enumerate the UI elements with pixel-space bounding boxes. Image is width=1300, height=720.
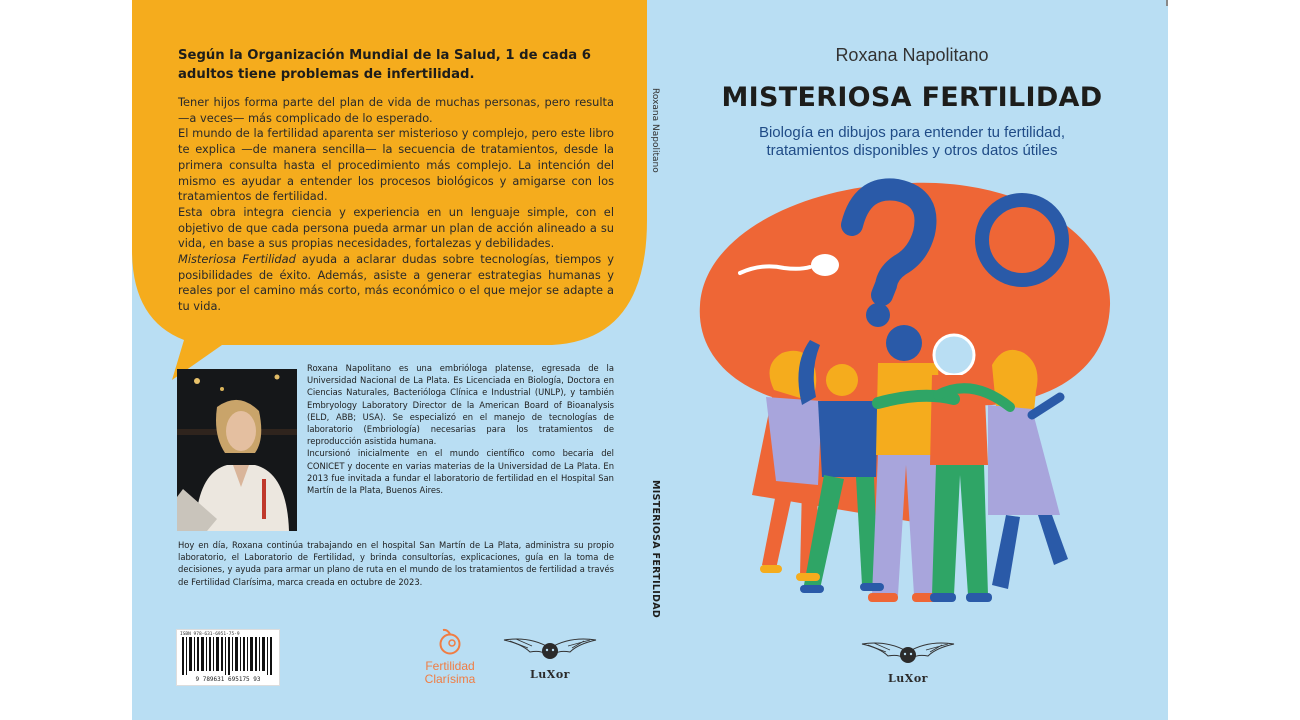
- publisher-logo-back: [500, 634, 600, 681]
- fertilidad-clarisima-logo: [417, 628, 483, 686]
- blurb-paragraph: [178, 252, 614, 315]
- author-bio-continued: Hoy en día, Roxana continúa trabajando en el hospital San Martín de La Plata, administra su propio laboratorio, el Laboratorio de Fertilidad, y brinda consultorías, explicaciones, guía en la toma de decisiones, y ayuda para armar un plano de ruta en el mundo de los tratamientos de fertilidad a través de Fertilidad Clarísima, marca creada en octubre de 2023.: [178, 540, 614, 587]
- bio-paragraph: Roxana Napolitano es una embrióloga platense, egresada de la Universidad Nacional de La Plata. Es Licenciada en Biología, Doctora en Ciencias Naturales, Bacterióloga Clínica e Industrial (UNLP), y también Embryology Laboratory Director de la American Board of Bioanalysis (ELD, ABB; USA). Se especializó en el manejo de tecnologías de laboratorio (Embriología) necesarias para los tratamientos de reproducción asistida humana.: [307, 363, 614, 447]
- subtitle-line: tratamientos disponibles y otros datos útiles: [766, 142, 1058, 159]
- logo-text-line2: Clarísima: [424, 672, 476, 686]
- author-bio: [307, 362, 614, 496]
- spine-author: [644, 88, 664, 208]
- book-cover-spread: [132, 0, 1168, 720]
- logo-text-line1: Fertilidad: [425, 659, 475, 673]
- publisher-name: LuXor: [888, 672, 928, 685]
- barcode-number: 9 789631 695175 93: [195, 676, 261, 683]
- publisher-logo-front: [858, 638, 958, 685]
- blurb-paragraph: Tener hijos forma parte del plan de vida de muchas personas, pero resulta —a veces— más complicado de lo esperado.: [178, 95, 614, 125]
- blurb-paragraph: El mundo de la fertilidad aparenta ser misterioso y complejo, pero este libro te explica —de manera sencilla— la secuencia de tratamientos, desde la primera consulta hasta el procedimiento más complejo. La intención del mismo es ayudar a entender los procesos biológicos y amigarse con los tratamientos de fertilidad.: [178, 126, 614, 204]
- publisher-name: LuXor: [530, 668, 570, 681]
- blurb-text: ayuda a aclarar dudas sobre tecnologías, tiempos y posibilidades de éxito. Además, asiste a generar estrategias humanas y reales por el camino más corto, más económico o el que mejor se adapte a tu vida.: [178, 252, 614, 314]
- people-group-illustration: [760, 325, 1068, 602]
- winged-lion-icon: [500, 634, 600, 664]
- bio-paragraph: Incursionó inicialmente en el mundo científico como becaria del CONICET y docente en varias materias de la Universidad de La Plata. En 2013 fue invitada a fundar el laboratorio de fertilidad en el Hospital San Martín de la Plata, Buenos Aires.: [307, 448, 614, 496]
- spine-title-text: MISTERIOSA FERTILIDAD: [650, 480, 661, 619]
- front-author: Roxana Napolitano: [835, 45, 989, 65]
- front-illustration: [692, 165, 1132, 615]
- spine-title: [644, 480, 664, 630]
- crop-mark: [1166, 0, 1168, 6]
- blurb-paragraph: Esta obra integra ciencia y experiencia en un lenguaje simple, con el objetivo de que cada persona pueda armar un plan de acción alineado a su vida, en base a sus propias necesidades, fortalezas y debilidades.: [178, 204, 614, 251]
- front-title: MISTERIOSA FERTILIDAD: [721, 82, 1103, 113]
- back-headline: Según la Organización Mundial de la Salud, 1 de cada 6 adultos tiene problemas de infertilidad.: [178, 48, 591, 82]
- winged-lion-icon: [858, 638, 958, 668]
- barcode-bars: [178, 637, 278, 677]
- logo-mark-icon: [437, 628, 463, 656]
- front-subtitle: [692, 124, 1132, 160]
- subtitle-line: Biología en dibujos para entender tu fertilidad,: [758, 124, 1066, 141]
- spine-author-text: Roxana Napolitano: [650, 88, 660, 173]
- barcode-isbn-text: ISBN 978-631-6951-75-9: [180, 632, 240, 637]
- book-title-italic: Misteriosa Fertilidad: [178, 252, 296, 267]
- back-blurb: [178, 95, 614, 315]
- isbn-barcode: [176, 629, 280, 686]
- author-photo: [177, 369, 297, 531]
